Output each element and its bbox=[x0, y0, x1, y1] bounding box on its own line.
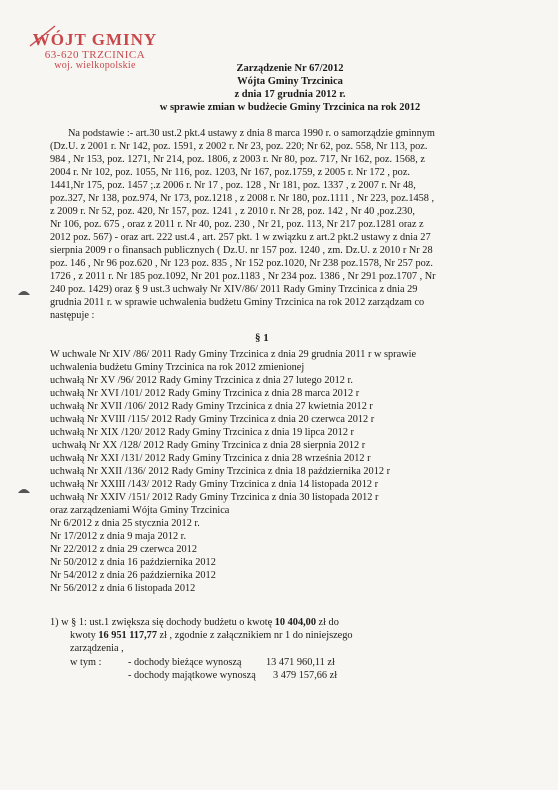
body-line: uchwalenia budżetu Gminy Trzcinica na rok 2012 zmienionej bbox=[50, 362, 305, 373]
capital-income-amount: 3 479 157,66 zł bbox=[273, 670, 338, 681]
capital-income-label: - dochody majątkowe wynoszą bbox=[128, 670, 256, 681]
body-line: uchwałą Nr XXI /131/ 2012 Rady Gminy Trzcinica z dnia 28 września 2012 r bbox=[50, 453, 371, 464]
item1-in-which: w tym : bbox=[70, 657, 102, 668]
intro-line: następuje : bbox=[50, 310, 95, 321]
margin-hole-mark-icon bbox=[17, 287, 31, 296]
body-line: Nr 54/2012 z dnia 26 października 2012 bbox=[50, 570, 216, 581]
body-line: uchwałą Nr XXIV /151/ 2012 Rady Gminy Trzcinica z dnia 30 listopada 2012 r bbox=[50, 492, 379, 503]
doc-issuer: Wójta Gminy Trzcinica bbox=[237, 76, 343, 87]
intro-line: Nr 106, poz. 675 , oraz z 2011 r. Nr 40, poz. 230 , Nr 21, poz. 113, Nr 217 poz.1281 oraz z bbox=[50, 219, 424, 230]
doc-date: z dnia 17 grudnia 2012 r. bbox=[234, 89, 346, 100]
intro-line: 2004 r. Nr 102, poz. 1055, Nr 116, poz. 1203, Nr 167, poz.1759, z 2005 r. Nr 172 , poz. bbox=[50, 167, 410, 178]
body-line: Nr 22/2012 z dnia 29 czerwca 2012 bbox=[50, 544, 197, 555]
body-line: uchwałą Nr XVII /106/ 2012 Rady Gminy Trzcinica z dnia 27 kwietnia 2012 r bbox=[50, 401, 373, 412]
income-total-amount: 16 951 117,77 bbox=[98, 630, 157, 641]
body-line: uchwałą Nr XV /96/ 2012 Rady Gminy Trzcinica z dnia 27 lutego 2012 r. bbox=[50, 375, 353, 386]
intro-line: 2012 poz. 567) - oraz art. 222 ust.4 , art. 257 pkt. 1 w związku z art.2 pkt.2 ustawy z dnia 27 bbox=[50, 232, 431, 243]
intro-line: sierpnia 2009 r o finansach publicznych ( Dz.U. nr 157 poz. 1240 , zm. Dz.U. z 2010 r Nr 28 bbox=[50, 245, 433, 256]
stamp-line-2: 63-620 TRZCINICA bbox=[44, 49, 146, 61]
body-line: Nr 6/2012 z dnia 25 stycznia 2012 r. bbox=[50, 518, 200, 529]
body-line: Nr 56/2012 z dnia 6 listopada 2012 bbox=[50, 583, 196, 594]
intro-line: poz. 146 , Nr 96 poz.620 , Nr 123 poz. 835 , Nr 152 poz.1020, Nr 238 poz.1578, Nr 257 poz. bbox=[50, 258, 433, 269]
margin-hole-mark-icon bbox=[17, 485, 31, 494]
intro-line: 240 poz. 1429) oraz § 9 ust.3 uchwały Nr XIV/86/ 2011 Rady Gminy Trzcinica z dnia 29 bbox=[50, 284, 418, 295]
item1-line-3: zarządzenia , bbox=[70, 643, 124, 654]
body-line: Nr 17/2012 z dnia 9 maja 2012 r. bbox=[50, 531, 187, 542]
item1-text: zł , zgodnie z załącznikiem nr 1 do niniejszego bbox=[156, 630, 353, 641]
item1-line-2 bbox=[70, 629, 353, 642]
body-line: uchwałą Nr XX /128/ 2012 Rady Gminy Trzcinica z dnia 28 sierpnia 2012 r bbox=[52, 440, 366, 451]
intro-line: 1726 , z 2011 r. Nr 185 poz.1092, Nr 201 poz.1183 , Nr 234 poz. 1386 , Nr 291 poz.1707 , Nr bbox=[50, 271, 436, 282]
stamp-line-1: WÓJT GMINY bbox=[32, 30, 158, 49]
intro-line: grudnia 2011 r. w sprawie uchwalenia budżetu Gminy Trzcinica na rok 2012 zarządzam co bbox=[50, 297, 425, 308]
doc-subject: w sprawie zmian w budżecie Gminy Trzcinica na rok 2012 bbox=[159, 102, 421, 113]
stamp-line-3: woj. wielkopolskie bbox=[54, 60, 136, 71]
section-heading: § 1 bbox=[255, 332, 269, 344]
intro-line: Na podstawie :- art.30 ust.2 pkt.4 ustawy z dnia 8 marca 1990 r. o samorządzie gminnym bbox=[68, 128, 435, 139]
body-line: oraz zarządzeniami Wójta Gminy Trzcinica bbox=[50, 505, 230, 516]
income-increase-amount: 10 404,00 bbox=[274, 617, 316, 628]
body-line: W uchwale Nr XIV /86/ 2011 Rady Gminy Trzcinica z dnia 29 grudnia 2011 r w sprawie bbox=[50, 349, 417, 360]
body-line: uchwałą Nr XVI /101/ 2012 Rady Gminy Trzcinica z dnia 28 marca 2012 r bbox=[50, 388, 360, 399]
intro-line: (Dz.U. z 2001 r. Nr 142, poz. 1591, z 2002 r. Nr 23, poz. 220; Nr 62, poz. 558, Nr 113, poz. bbox=[50, 141, 428, 152]
body-line: uchwałą Nr XVIII /115/ 2012 Rady Gminy Trzcinica z dnia 20 czerwca 2012 r bbox=[50, 414, 375, 425]
body-line: uchwałą Nr XIX /120/ 2012 Rady Gminy Trzcinica z dnia 19 lipca 2012 r bbox=[50, 427, 354, 438]
item1-text: 1) w § 1: ust.1 zwiększa się dochody budżetu o kwotę bbox=[50, 617, 275, 628]
item1-text: kwoty bbox=[70, 630, 99, 641]
body-line: Nr 50/2012 z dnia 16 października 2012 bbox=[50, 557, 216, 568]
intro-line: poz.327, Nr 138, poz.974, Nr 173, poz.1218 , z 2008 r. Nr 180, poz.1111 , Nr 223, poz.1458 , bbox=[50, 193, 435, 204]
intro-line: 984 , Nr 153, poz. 1271, Nr 214, poz. 1806, z 2003 r. Nr 80, poz. 717, Nr 162, poz. 1568, z bbox=[50, 154, 425, 165]
current-income-label: - dochody bieżące wynoszą bbox=[128, 657, 242, 668]
intro-line: z 2009 r. Nr 52, poz. 420, Nr 157, poz. 1241 , z 2010 r. Nr 28, poz. 142 , Nr 40 ,poz.230, bbox=[50, 206, 415, 217]
body-line: uchwałą Nr XXII /136/ 2012 Rady Gminy Trzcinica z dnia 18 października 2012 r bbox=[50, 466, 390, 477]
current-income-amount: 13 471 960,11 zł bbox=[266, 657, 335, 668]
stamp-flourish-icon bbox=[28, 24, 58, 50]
item1-text: zł do bbox=[315, 617, 339, 628]
intro-line: 1441,Nr 175, poz. 1457 ;.z 2006 r. Nr 17 , poz. 128 , Nr 181, poz. 1337 , z 2007 r. Nr 48, bbox=[50, 180, 416, 191]
doc-title: Zarządzenie Nr 67/2012 bbox=[236, 63, 344, 74]
item1-line-1 bbox=[50, 616, 339, 629]
body-line: uchwałą Nr XXIII /143/ 2012 Rady Gminy Trzcinica z dnia 14 listopada 2012 r bbox=[50, 479, 379, 490]
